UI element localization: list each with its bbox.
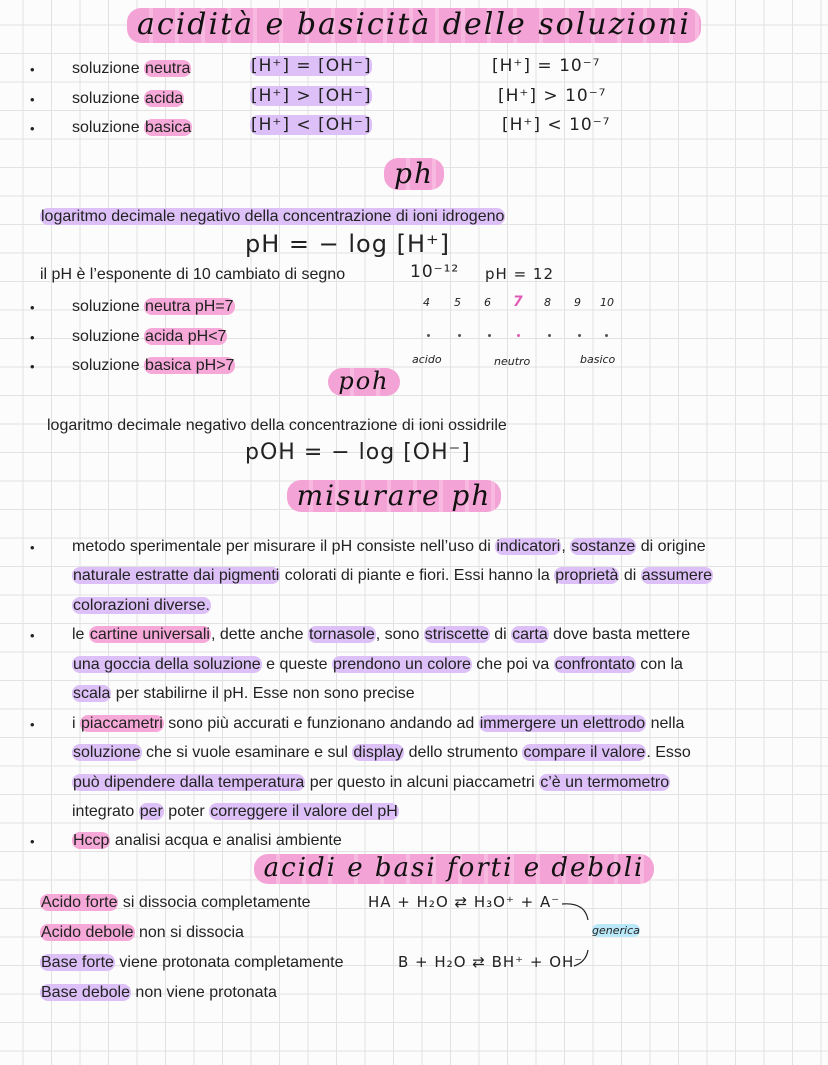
measure-line — [72, 714, 684, 733]
highlight: neutra pH=7 — [145, 298, 234, 315]
scale-tick-neutral: 7 — [513, 294, 523, 310]
base-equation: B + H₂O ⇄ BH⁺ + OH⁻ — [398, 953, 584, 971]
scale-tick: 6 — [484, 296, 491, 309]
highlight: prendono un colore — [332, 656, 471, 673]
list-item — [72, 59, 191, 78]
title-text: acidità e basicità delle soluzioni — [127, 8, 701, 43]
ph-formula: pH = − log [H⁺] — [245, 230, 451, 258]
label: soluzione — [72, 328, 145, 345]
list-item — [40, 983, 277, 1002]
highlight: acida pH<7 — [145, 328, 227, 345]
measure-line — [72, 831, 342, 850]
scale-tick: 10 — [600, 296, 614, 309]
highlight: Base debole — [41, 984, 130, 1001]
text: e queste — [261, 656, 332, 673]
concentration: [H⁺] > 10⁻⁷ — [498, 86, 607, 106]
highlight: soluzione — [73, 744, 141, 761]
text: che poi va — [471, 656, 554, 673]
text: di — [489, 626, 512, 643]
highlight: indicatori — [496, 538, 561, 555]
highlight: colorazioni diverse. — [73, 597, 210, 614]
highlight: tornasole — [308, 626, 375, 643]
concentration: [H⁺] = 10⁻⁷ — [492, 56, 601, 76]
label: viene protonata completamente — [114, 954, 344, 971]
relation: [H⁺] < [OH⁻] — [251, 115, 372, 135]
scale-tick: 9 — [574, 296, 581, 309]
highlight: Base forte — [41, 954, 114, 971]
highlight: Acido debole — [41, 924, 134, 941]
scale-label-neutral: neutro — [494, 355, 531, 368]
label: non viene protonata — [130, 984, 277, 1001]
text: analisi acqua e analisi ambiente — [110, 832, 342, 849]
list-item — [72, 297, 235, 316]
highlight: carta — [512, 626, 548, 643]
title-poh — [0, 368, 778, 396]
text: che si vuole esaminare e sul — [141, 744, 353, 761]
scale-label-basic: basico — [580, 353, 616, 366]
text: per questo in alcuni piaccametri — [305, 774, 540, 791]
measure-line — [72, 537, 706, 556]
relation: [H⁺] = [OH⁻] — [251, 56, 372, 76]
title-text: acidi e basi forti e deboli — [254, 854, 655, 884]
label: soluzione — [72, 119, 145, 136]
title-strong-weak — [40, 854, 828, 884]
scale-dot — [605, 334, 608, 337]
measure-line — [72, 773, 670, 792]
scale-dot — [488, 334, 491, 337]
highlight: una goccia della soluzione — [73, 656, 261, 673]
highlight: correggere il valore del pH — [210, 803, 398, 820]
highlight: display — [353, 744, 404, 761]
scale-label-acid: acido — [412, 353, 442, 366]
scale-dot — [548, 334, 551, 337]
text: con la — [635, 656, 683, 673]
measure-line — [72, 684, 415, 703]
list-item — [40, 923, 244, 942]
bracket-connector — [560, 900, 610, 970]
acid-equation: HA + H₂O ⇄ H₃O⁺ + A⁻ — [368, 893, 561, 911]
scale-dot — [517, 334, 520, 337]
measure-line — [72, 596, 211, 615]
label: soluzione — [72, 298, 145, 315]
list-item — [40, 953, 344, 972]
measure-line — [72, 802, 399, 821]
label: soluzione — [72, 357, 145, 374]
list-item — [40, 893, 311, 912]
text: nella — [646, 715, 685, 732]
scale-tick: 8 — [544, 296, 551, 309]
highlight: sostanze — [571, 538, 636, 555]
ph-definition: logaritmo decimale negativo della concentrazione di ioni idrogeno — [41, 208, 505, 225]
text: , — [561, 538, 571, 555]
list-item — [72, 118, 192, 137]
concentration: [H⁺] < 10⁻⁷ — [502, 115, 611, 135]
highlight: cartine universali — [89, 626, 210, 643]
highlight: c’è un termometro — [540, 774, 670, 791]
ph-example-value: pH = 12 — [485, 265, 554, 283]
title-text: poh — [328, 368, 399, 396]
text: integrato — [72, 803, 139, 820]
highlight: naturale estratte dai pigmenti — [73, 567, 280, 584]
list-item — [72, 89, 184, 108]
label: soluzione — [72, 90, 145, 107]
measure-line — [72, 566, 713, 585]
text: le — [72, 626, 89, 643]
scale-dot — [458, 334, 461, 337]
text: per stabilirne il pH. Esse non sono precise — [111, 685, 415, 702]
ph-exponent-text: il pH è l’esponente di 10 cambiato di segno — [40, 266, 346, 283]
highlight: Hccp — [73, 832, 110, 849]
title-text: ph — [384, 158, 444, 190]
title-measure-ph — [0, 480, 808, 512]
measure-line — [72, 655, 683, 674]
list-item — [72, 327, 227, 346]
highlight: piaccametri — [81, 715, 163, 732]
relation: [H⁺] > [OH⁻] — [251, 86, 372, 106]
label: si dissocia completamente — [118, 894, 311, 911]
highlight: può dipendere dalla temperatura — [73, 774, 305, 791]
scale-tick: 5 — [454, 296, 461, 309]
highlight: per — [139, 803, 163, 820]
highlight: basica — [145, 119, 192, 136]
label: soluzione — [72, 60, 145, 77]
scale-tick: 4 — [423, 296, 430, 309]
highlight: Acido forte — [41, 894, 118, 911]
poh-definition: logaritmo decimale negativo della concentrazione di ioni ossidrile — [47, 417, 507, 434]
text: dove basta mettere — [548, 626, 691, 643]
highlight: confrontato — [554, 656, 635, 673]
text: colorati di piante e fiori. Essi hanno la — [280, 567, 555, 584]
text: i — [72, 715, 80, 732]
text: di origine — [636, 538, 706, 555]
scale-dot — [578, 334, 581, 337]
measure-line — [72, 743, 691, 762]
text: sono più accurati e funzionano andando ad — [163, 715, 479, 732]
highlight: neutra — [145, 60, 191, 77]
title-ph — [0, 158, 828, 190]
text: di — [619, 567, 641, 584]
label: non si dissocia — [134, 924, 244, 941]
highlight: assumere — [641, 567, 713, 584]
text: poter — [163, 803, 210, 820]
text: dello strumento — [404, 744, 523, 761]
highlight: striscette — [424, 626, 489, 643]
poh-formula: pOH = − log [OH⁻] — [245, 440, 471, 465]
highlight: proprietà — [555, 567, 619, 584]
title-acidity-basicity — [0, 8, 828, 43]
highlight: compare il valore — [523, 744, 646, 761]
ph-example-power: 10⁻¹² — [410, 262, 460, 282]
highlight: scala — [73, 685, 111, 702]
text: , sono — [375, 626, 424, 643]
generic-note: generica — [592, 924, 640, 937]
text: . Esso — [646, 744, 691, 761]
highlight: acida — [145, 90, 184, 107]
title-text: misurare ph — [287, 480, 502, 512]
measure-line — [72, 625, 690, 644]
highlight: basica pH>7 — [145, 357, 235, 374]
text: , dette anche — [210, 626, 308, 643]
scale-dot — [427, 334, 430, 337]
text: metodo sperimentale per misurare il pH consiste nell’uso di — [72, 538, 496, 555]
highlight: immergere un elettrodo — [479, 715, 646, 732]
